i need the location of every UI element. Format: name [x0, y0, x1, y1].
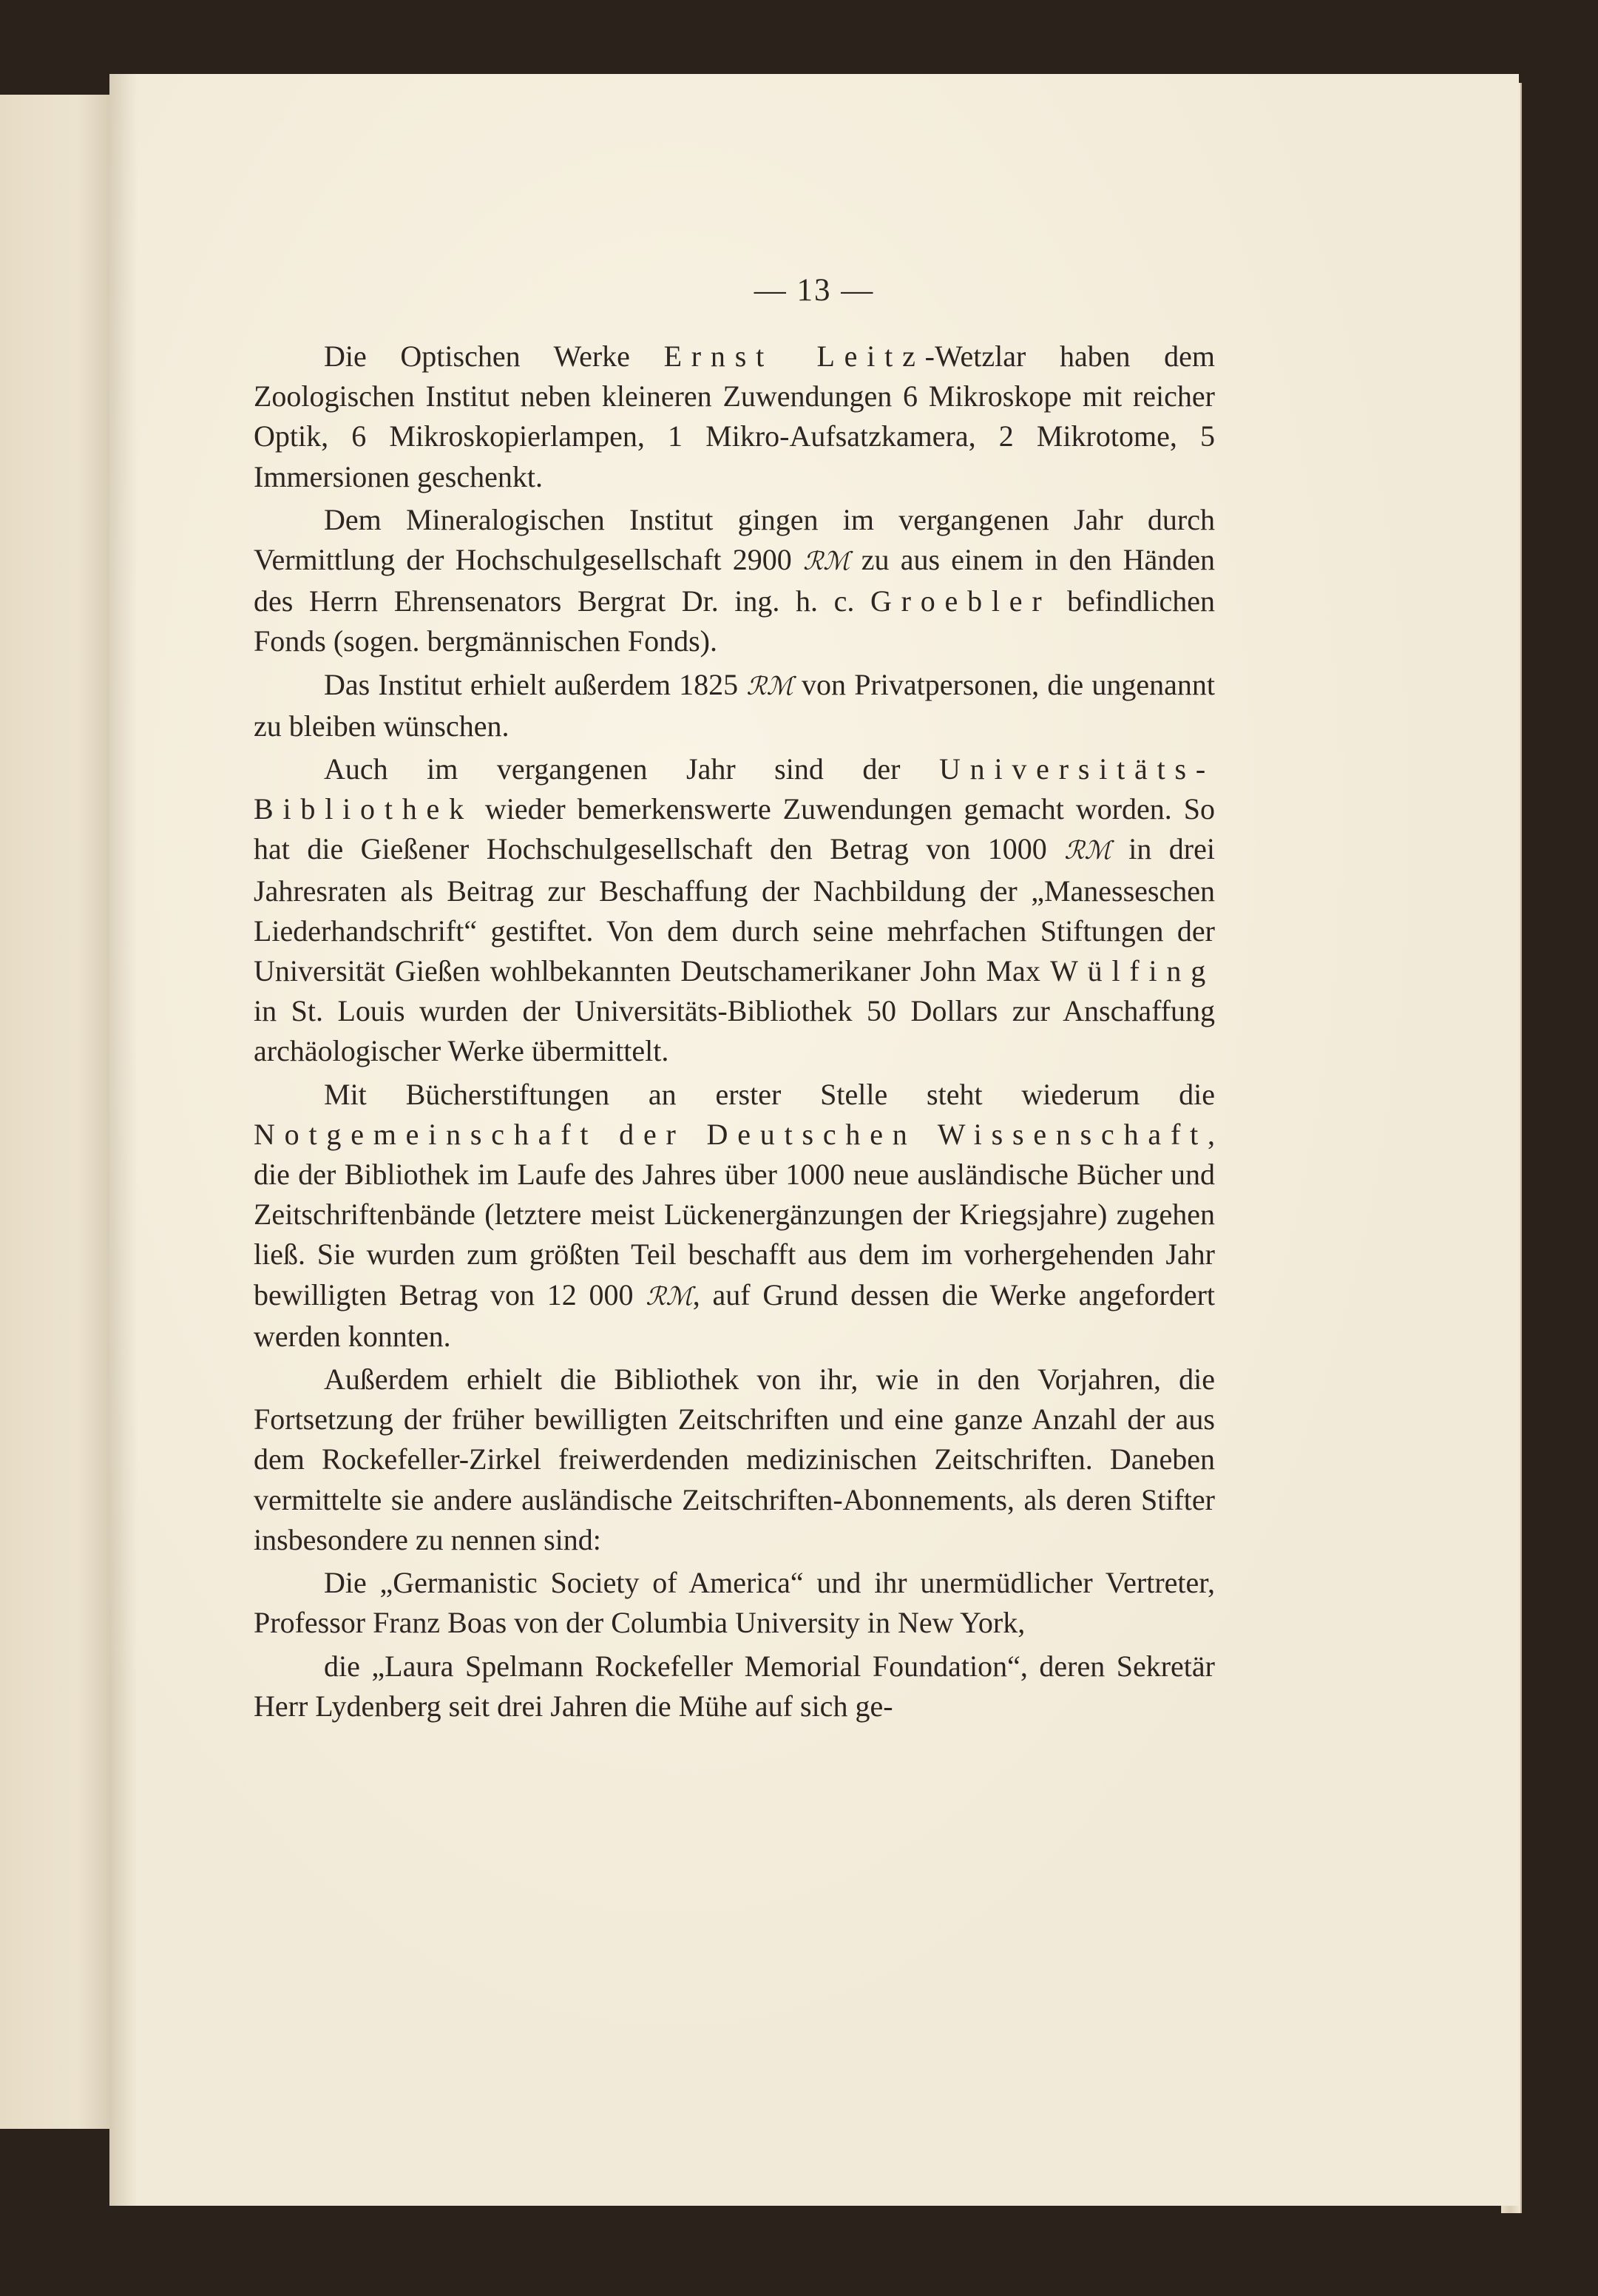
- text-run: zu aus einem in den Händen des Herrn Ehrensenators Bergrat Dr. ing. h. c.: [254, 543, 1215, 618]
- paragraph-1: [254, 337, 1215, 497]
- spaced-name: Groebler: [870, 584, 1052, 618]
- text-run: in drei Jahresraten als Beitrag zur Beschaffung der Nachbildung der „Manesseschen Liederhandschrift“ gestiftet. Von dem durch seine mehrfachen Stiftungen der Universität Gießen wohlbekannten Deutschamerikaner John Max: [254, 832, 1215, 988]
- paragraph-8: die „Laura Spelmann Rockefeller Memorial Foundation“, deren Sekretär Herr Lydenberg seit drei Jahren die Mühe auf sich ge-: [254, 1649, 1215, 1723]
- currency-symbol: ℛℳ: [646, 1281, 693, 1311]
- text-run: wieder bemerkenswerte Zuwendungen gemacht worden. So hat die Gießener Hochschulgesellschaft den Betrag von 1000: [254, 792, 1215, 866]
- text-run: , die der Bibliothek im Laufe des Jahres über 1000 neue ausländische Bücher und Zeitschriftenbände (letztere meist Lückenergänzungen der Kriegsjahre) zugehen ließ. Sie wurden zum größten Teil beschafft aus dem im vorhergehenden Jahr bewilligten Betrag von 12 000: [254, 1117, 1215, 1311]
- text-run: Die Optischen Werke: [324, 340, 664, 373]
- book-page: [109, 74, 1519, 2206]
- paragraph-5: [254, 1075, 1215, 1357]
- text-run: in St. Louis wurden der Universitäts-Bibliothek 50 Dollars zur Anschaffung archäologischer Werke übermittelt.: [254, 994, 1215, 1068]
- spaced-name: Ernst Leitz: [663, 340, 925, 373]
- body-text: [254, 337, 1215, 1729]
- text-run: befindlichen Fonds (sogen. bergmännischen Fonds).: [254, 584, 1216, 658]
- text-run: Das Institut erhielt außerdem 1825: [324, 667, 747, 701]
- currency-symbol: ℛℳ: [803, 547, 850, 577]
- paragraph-2: [254, 500, 1215, 662]
- paragraph-7: Die „Germanistic Society of America“ und ihr unermüdlicher Vertreter, Professor Franz Boas von der Columbia University in New York,: [254, 1566, 1215, 1640]
- spaced-name: Notgemeinschaft der Deutschen Wissenschaft: [254, 1117, 1208, 1151]
- text-run: Auch im vergangenen Jahr sind der: [324, 752, 939, 786]
- text-run: von Privatpersonen, die ungenannt zu bleiben wünschen.: [254, 667, 1215, 743]
- currency-symbol: ℛℳ: [1064, 836, 1111, 866]
- paragraph-4: [254, 749, 1215, 1072]
- text-run: , auf Grund dessen die Werke angefordert werden konnten.: [254, 1277, 1216, 1353]
- paragraph-6: Außerdem erhielt die Bibliothek von ihr, wie in den Vorjahren, die Fortsetzung der früher bewilligten Zeitschriften und eine ganze Anzahl der aus dem Rockefeller-Zirkel freiwerdenden medizinischen Zeitschriften. Daneben vermittelte sie andere ausländische Zeitschriften-Abonnements, als deren Stifter insbesondere zu nennen sind:: [254, 1363, 1215, 1556]
- paragraph-3: [254, 665, 1215, 746]
- spaced-name: Universitäts-Bibliothek: [254, 752, 1215, 826]
- spaced-name: Wülfing: [1050, 954, 1215, 988]
- text-run: Mit Bücherstiftungen an erster Stelle steht wiederum die: [324, 1077, 1215, 1111]
- currency-symbol: ℛℳ: [746, 671, 793, 701]
- text-run: -Wetzlar haben dem Zoologischen Institut neben kleineren Zuwendungen 6 Mikroskope mit reicher Optik, 6 Mikroskopierlampen, 1 Mikro-Aufsatzkamera, 2 Mikrotome, 5 Immersionen geschenkt.: [254, 340, 1215, 493]
- facing-page-edge: [0, 95, 112, 2129]
- page-number: — 13 —: [754, 273, 875, 308]
- text-run: Dem Mineralogischen Institut gingen im vergangenen Jahr durch Vermittlung der Hochschulgesellschaft 2900: [254, 502, 1215, 577]
